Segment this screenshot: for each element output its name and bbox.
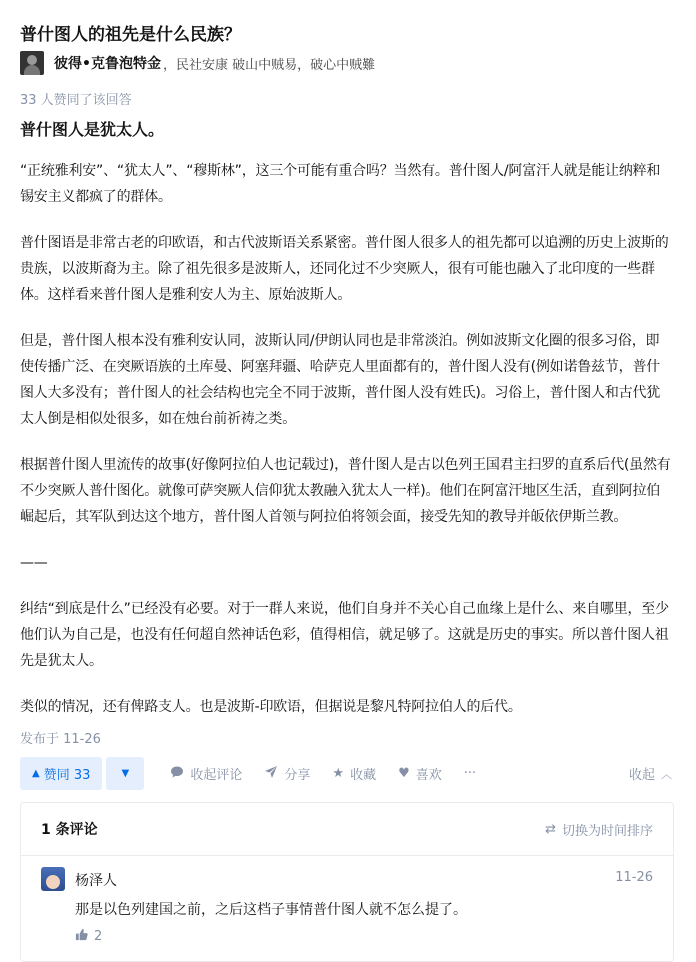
vote-up-label: 赞同 33 — [43, 768, 91, 783]
publish-time[interactable]: 发布于 11-26 — [20, 732, 101, 747]
comments-panel — [20, 802, 674, 962]
comment-text: 那是以色列建国之前，之后这档子事情普什图人就不怎么提了。 — [75, 902, 467, 918]
favorite-button[interactable] — [332, 764, 376, 783]
swap-icon: ⇄ — [545, 821, 556, 837]
share-label: 分享 — [284, 768, 311, 783]
comment-time: 11-26 — [615, 870, 653, 885]
answer-paragraph: 普什图语是非常古老的印欧语，和古代波斯语关系紧密。普什图人很多人的祖先都可以追溯的历史上波斯的贵族，以波斯裔为主。除了祖先很多是波斯人，还同化过不少突厥人，很有可能也融入了北印度的一些群体。这样看来普什图人是雅利安人为主、原始波斯人。 — [20, 235, 669, 303]
question-title[interactable]: 普什图人的祖先是什么民族？ — [20, 25, 241, 45]
chevron-up-icon: ︿ — [661, 767, 672, 781]
comment-like-count: 2 — [94, 929, 103, 944]
answer-divider: —— — [20, 555, 48, 571]
answer-paragraph: 纠结“到底是什么”已经没有必要。对于一群人来说，他们自身并不关心自己血缘上是什么、来自哪里，至少他们认为自己是，也没有任何超自然神话色彩，值得相信，就足够了。这就是历史的事实。所以普什图人祖先是犹太人。 — [20, 601, 669, 669]
vote-count-info[interactable]: 33 人赞同了该回答 — [20, 93, 132, 108]
comments-header — [21, 803, 673, 856]
commenter-avatar[interactable] — [41, 867, 65, 891]
commenter-name[interactable]: 杨泽人 — [75, 873, 117, 889]
answer-paragraph: “正统雅利安”、“犹太人”、“穆斯林”，这三个可能有重合吗？当然有。普什图人/阿富汗人就是能让纳粹和锡安主义都疯了的群体。 — [20, 163, 661, 205]
vote-up-button[interactable] — [20, 757, 102, 790]
author-bio: ，民社安康 破山中贼易，破心中贼難 — [162, 57, 376, 73]
answer-paragraph: 根据普什图人里流传的故事(好像阿拉伯人也记载过)，普什图人是古以色列王国君主扫罗的直系后代(虽然有不少突厥人普什图化。就像可萨突厥人信仰犹太教融入犹太人一样)。他们在阿富汗地区生活，直到阿拉伯崛起后，其军队到达这个地方，普什图人首领与阿拉伯将领会面，接受先知的教导并皈依伊斯兰教。 — [20, 457, 671, 525]
vote-down-button[interactable] — [106, 757, 144, 790]
comment-toggle-label: 收起评论 — [190, 768, 243, 783]
collapse-label: 收起 — [628, 768, 655, 783]
answer-headline: 普什图人是犹太人。 — [20, 120, 165, 139]
author-info — [20, 51, 375, 75]
paper-plane-icon — [264, 765, 278, 783]
favorite-label: 收藏 — [350, 768, 377, 783]
comment-like-button[interactable] — [75, 928, 102, 945]
share-button[interactable] — [264, 764, 310, 783]
action-bar — [20, 757, 672, 790]
thumb-up-icon — [75, 928, 88, 945]
like-label: 喜欢 — [415, 768, 442, 783]
more-button[interactable] — [464, 766, 476, 781]
like-button[interactable] — [398, 764, 442, 783]
answer-paragraph: 但是，普什图人根本没有雅利安认同，波斯认同/伊朗认同也是非常淡泊。例如波斯文化圈的很多习俗，即使传播广泛、在突厥语族的土库曼、阿塞拜疆、哈萨克人里面都有的，普什图人没有(例如诺鲁兹节，普什图人大多没有；普什图人的社会结构也完全不同于波斯，普什图人没有姓氏)。习俗上，普什图人和古代犹太人倒是相似处很多，如在烛台前祈祷之类。 — [20, 333, 661, 427]
answer-content — [20, 158, 672, 740]
more-label: ··· — [463, 766, 477, 781]
triangle-up-icon: ▲ — [32, 768, 40, 779]
comments-count: 1 条评论 — [41, 822, 98, 838]
sort-toggle-label: 切换为时间排序 — [561, 823, 653, 839]
author-avatar[interactable] — [20, 51, 44, 75]
comment-bubble-icon — [170, 765, 184, 783]
collapse-button[interactable] — [629, 757, 672, 790]
comment-toggle-button[interactable] — [170, 764, 242, 783]
star-icon: ★ — [332, 766, 345, 781]
triangle-down-icon: ▼ — [121, 768, 130, 779]
answer-paragraph: 类似的情况，还有俾路支人。也是波斯-印欧语，但据说是黎凡特阿拉伯人的后代。 — [20, 699, 522, 715]
author-name[interactable]: 彼得•克鲁泡特金 — [54, 56, 161, 72]
heart-icon: ♥ — [398, 766, 410, 781]
sort-toggle-button[interactable] — [545, 820, 653, 839]
